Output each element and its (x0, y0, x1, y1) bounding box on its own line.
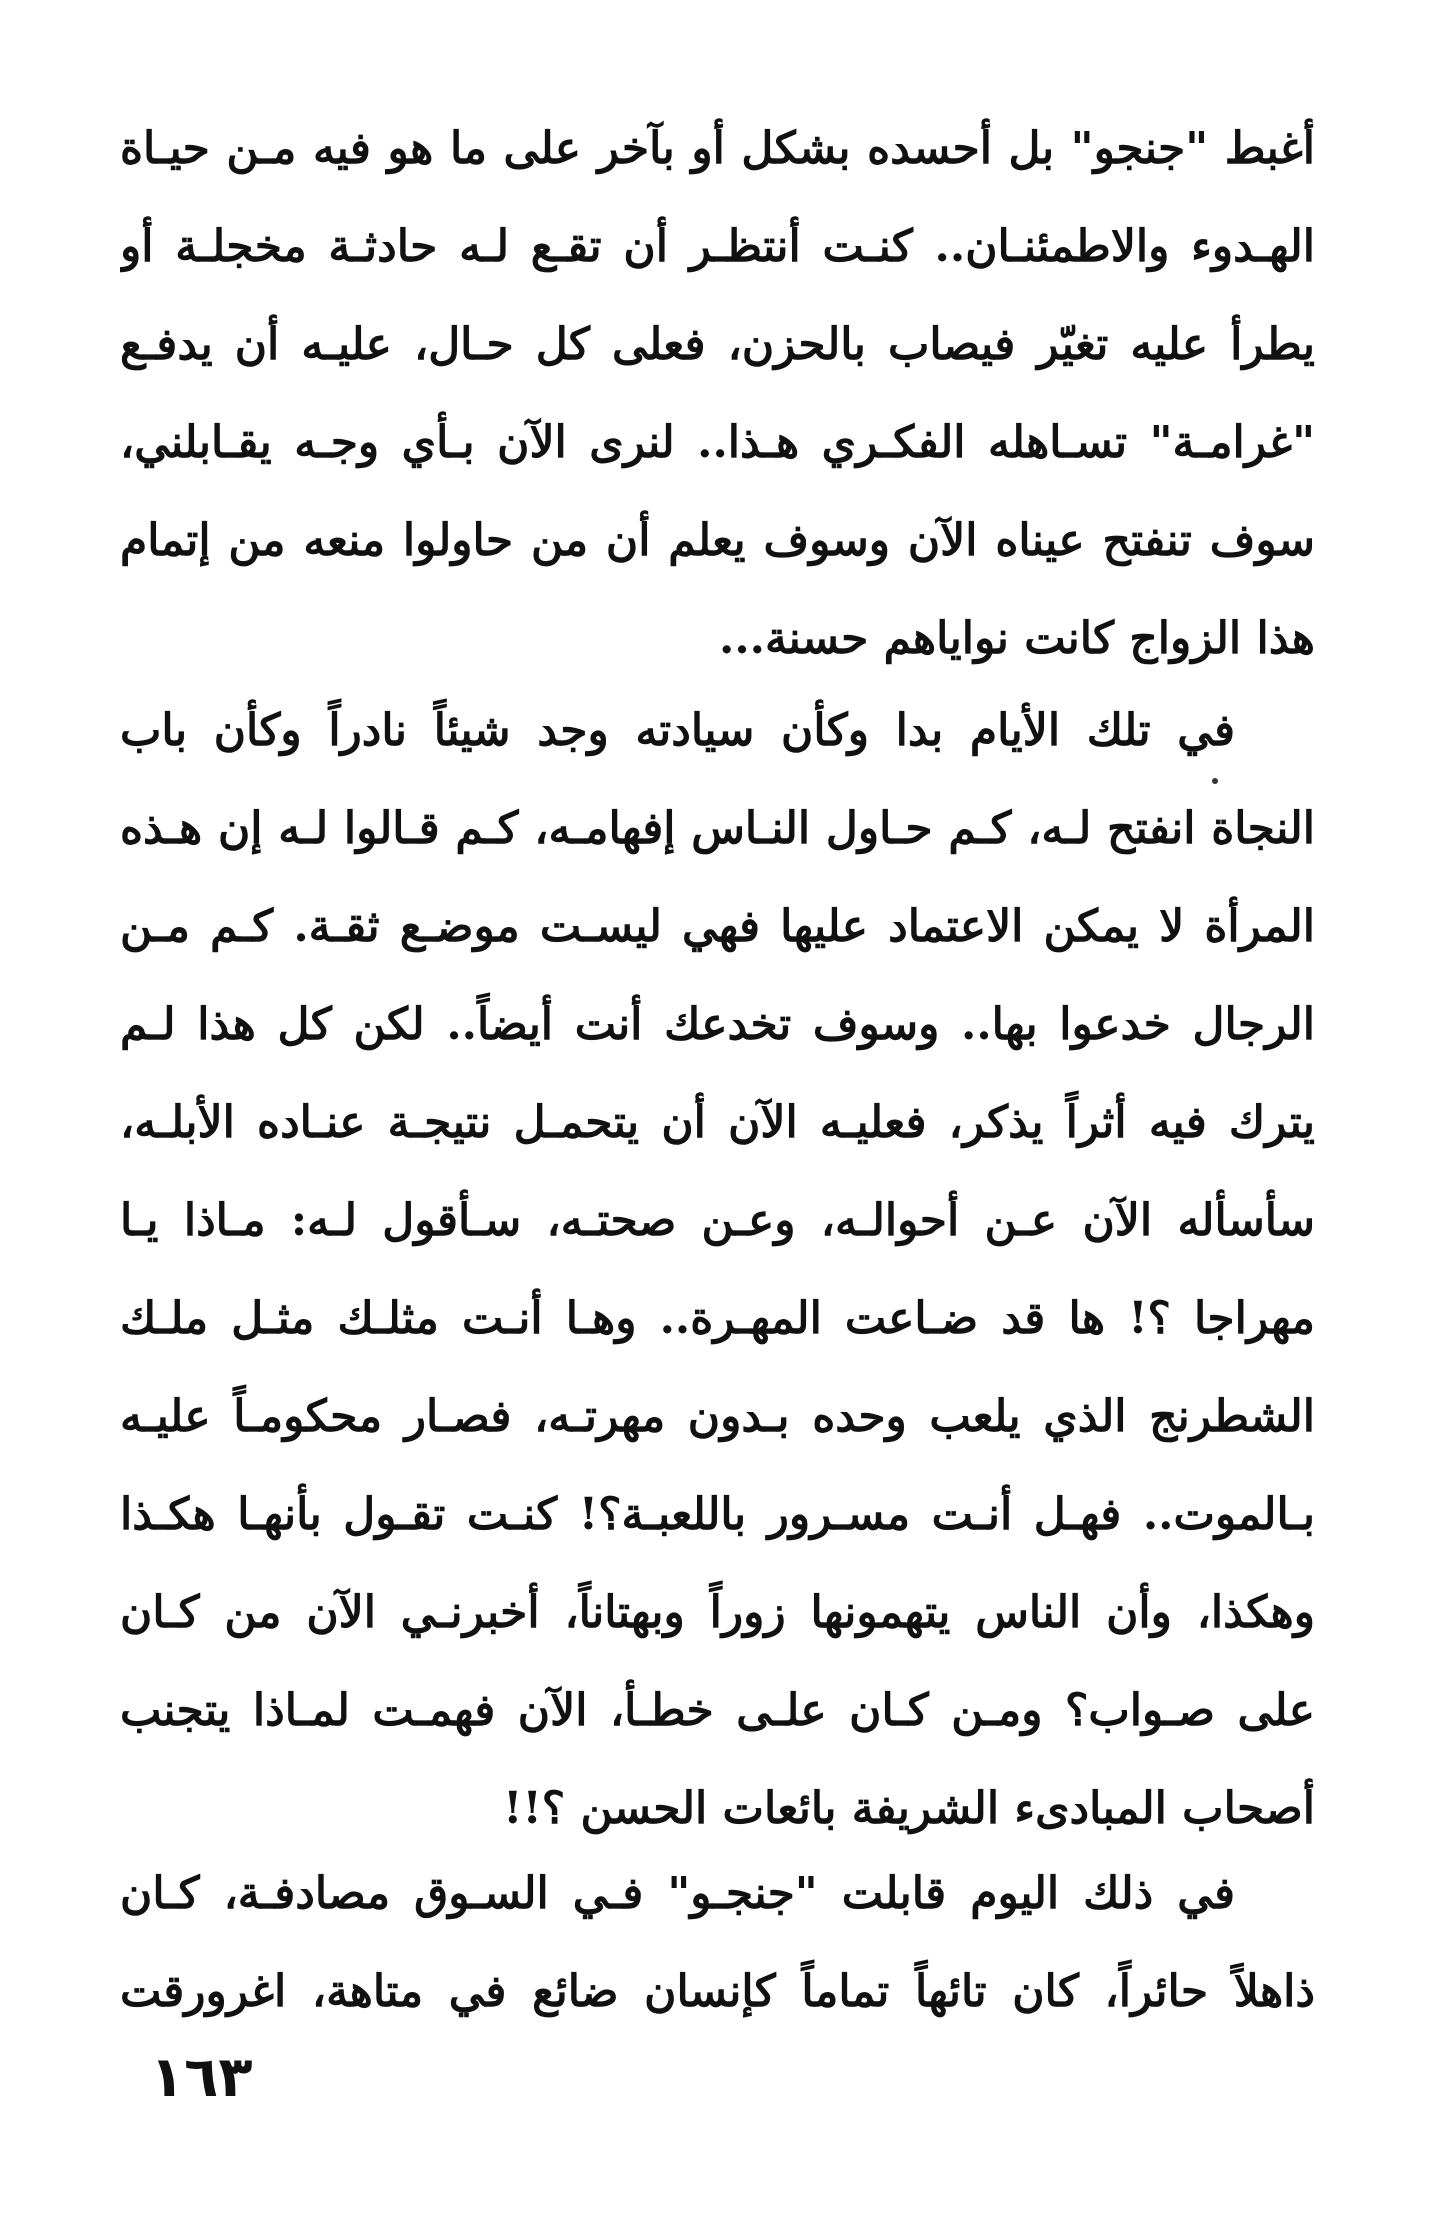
text-line: هذا الزواج كانت نواياهم حسنة... (719, 613, 1315, 664)
text-line: أغبط "جنجو" بل أحسده بشكل أو بآخر على ما هو فيه مـن حيـاة (120, 123, 1315, 174)
text-line: على صـواب؟ ومـن كـان علـى خطـأ، الآن فهمـت لمـاذا يتجنب (120, 1685, 1315, 1736)
text-line: مهراجا ؟! ها قد ضـاعت المهـرة.. وهـا أنـت مثلـك مثـل ملـك (120, 1293, 1315, 1344)
text-line: المرأة لا يمكن الاعتماد عليها فهي ليسـت موضـع ثقـة. كـم مـن (120, 901, 1315, 952)
text-line: وهكذا، وأن الناس يتهمونها زوراً وبهتاناً، أخبرنـي الآن من كـان (120, 1587, 1315, 1638)
text-line: بـالموت.. فهـل أنـت مسـرور باللعبـة؟! كنـت تقـول بأنهـا هكـذا (120, 1489, 1315, 1540)
paragraph-3 (120, 1845, 1315, 2041)
text-line: الشطرنج الذي يلعب وحده بـدون مهرتـه، فصـار محكومـاً عليـه (120, 1391, 1315, 1442)
text-line: الرجال خدعوا بها.. وسوف تخدعك أنت أيضاً.. لكن كل هذا لـم (120, 999, 1315, 1050)
text-line: سأسأله الآن عـن أحوالـه، وعـن صحتـه، سـأقول لـه: مـاذا يـا (120, 1195, 1315, 1246)
text-line: أصحاب المبادىء الشريفة بائعات الحسن ؟!! (503, 1783, 1315, 1834)
text-line: يطرأ عليه تغيّر فيصاب بالحزن، فعلى كل حـال، عليـه أن يدفـع (120, 319, 1315, 370)
text-line: "غرامـة" تسـاهله الفكـري هـذا.. لنرى الآن بـأي وجـه يقـابلني، (120, 417, 1315, 468)
paragraph-2 (120, 682, 1315, 1858)
text-line: النجاة انفتح لـه، كـم حـاول النـاس إفهامـه، كـم قـالوا لـه إن هـذه (120, 803, 1315, 854)
text-line: سوف تنفتح عيناه الآن وسوف يعلم أن من حاولوا منعه من إتمام (120, 515, 1315, 566)
page-number: ١٦٣ (150, 2045, 253, 2110)
text-line: الهـدوء والاطمئنـان.. كنـت أنتظـر أن تقـع لـه حادثـة مخجلـة أو (120, 221, 1315, 272)
text-line: يترك فيه أثراً يذكر، فعليـه الآن أن يتحمـل نتيجـة عنـاده الأبلـه، (120, 1097, 1315, 1148)
text-line: في تلك الأيام بدا وكأن سيادته وجد شيئاً نادراً وكأن باب (120, 705, 1235, 756)
text-line: ذاهلاً حائراً، كان تائهاً تماماً كإنسان ضائع في متاهة، اغرورقت (120, 1966, 1315, 2017)
paragraph-1 (120, 100, 1315, 688)
text-line: في ذلك اليوم قابلت "جنجـو" فـي السـوق مصادفـة، كـان (120, 1868, 1235, 1919)
scan-dot-mark (1212, 778, 1218, 784)
